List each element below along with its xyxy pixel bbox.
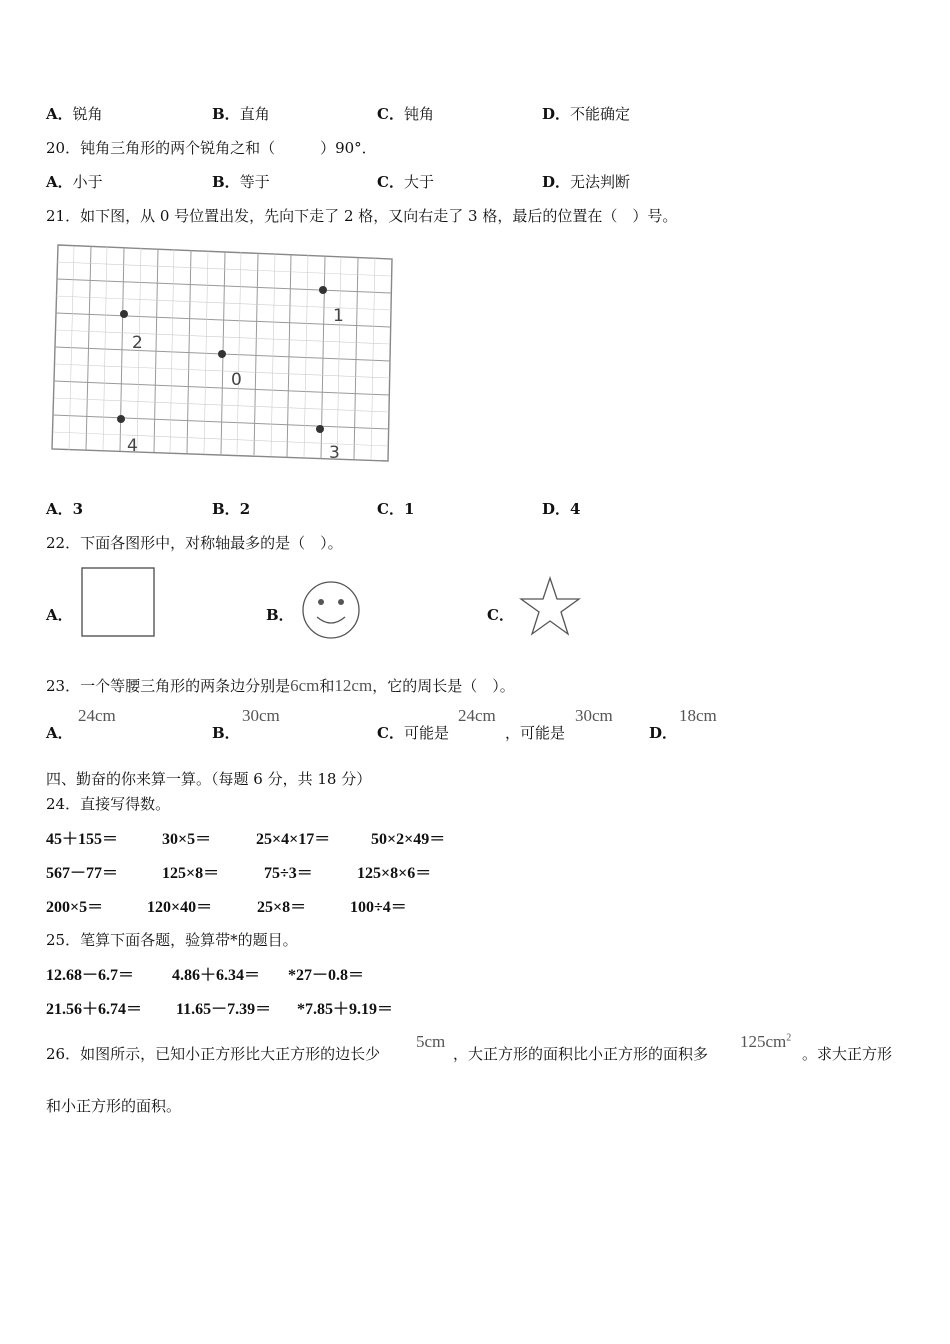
q23-option-a-letter: A． [46, 724, 73, 742]
point-4-label: 4 [127, 436, 138, 456]
q25-item: *27－0.8＝ [288, 967, 365, 984]
position-grid-figure [48, 243, 396, 463]
grid-svg [48, 243, 396, 463]
point-0-dot [218, 350, 226, 358]
q25-item: *7.85＋9.19＝ [297, 1001, 394, 1018]
q21-option-c: C．1 [377, 500, 415, 518]
q24-item: 567－77＝ [46, 865, 119, 882]
point-3-dot [316, 425, 324, 433]
point-1-label: 1 [333, 306, 344, 326]
q25-stem: 25．笔算下面各题，验算带*的题目。 [46, 931, 298, 949]
q24-item: 200×5＝ [46, 899, 104, 916]
q25-item: 4.86＋6.34＝ [172, 967, 261, 984]
q21-option-a: A．3 [46, 500, 84, 518]
q26-length-value: 5cm [416, 1032, 446, 1051]
q26-stem-part-4: 和小正方形的面积。 [46, 1097, 182, 1115]
q24-item: 25×4×17＝ [256, 831, 331, 848]
q24-item: 100÷4＝ [350, 899, 407, 916]
q19-option-c: C．钝角 [377, 105, 434, 123]
q26-stem-part-2: ，大正方形的面积比小正方形的面积多 [453, 1045, 709, 1063]
q24-item: 125×8×6＝ [357, 865, 432, 882]
q23-option-c-text-2: ，可能是 [505, 724, 566, 742]
q20-stem: 20．钝角三角形的两个锐角之和（ ）90°． [46, 139, 377, 157]
q24-item: 50×2×49＝ [371, 831, 446, 848]
q26-stem-part-3: 。求大正方形 [802, 1045, 893, 1063]
q19-option-a: A．锐角 [46, 105, 103, 123]
q23-option-c: C．可能是 [377, 724, 449, 742]
q23-stem: 23．一个等腰三角形的两条边分别是6cm和12cm，它的周长是（ ）。 [46, 676, 515, 695]
q25-item: 12.68－6.7＝ [46, 967, 135, 984]
q20-option-c: C．大于 [377, 173, 434, 191]
q21-stem: 21．如下图，从 0 号位置出发，先向下走了 2 格，又向右走了 3 格，最后的位置在（ ）号。 [46, 207, 678, 225]
q25-item: 11.65－7.39＝ [176, 1001, 272, 1018]
point-1-dot [319, 286, 327, 294]
point-2-label: 2 [132, 333, 143, 353]
q24-stem: 24．直接写得数。 [46, 795, 171, 813]
q23-option-c-value-2: 30cm [575, 706, 613, 725]
smiley-face-icon [300, 579, 362, 641]
q24-item: 30×5＝ [162, 831, 212, 848]
q26-area-value: $125cm^2$ [740, 1032, 792, 1051]
q20-option-a: A．小于 [46, 173, 103, 191]
point-0-label: 0 [231, 370, 242, 390]
star-icon [518, 575, 582, 639]
q20-option-b: B．等于 [212, 173, 270, 191]
q25-item: 21.56＋6.74＝ [46, 1001, 143, 1018]
q24-item: 45＋155＝ [46, 831, 119, 848]
q19-option-b: B．直角 [212, 105, 270, 123]
q20-option-d: D．无法判断 [542, 173, 631, 191]
q23-option-b-letter: B． [212, 724, 240, 742]
q26-stem-part-1: 26．如图所示，已知小正方形比大正方形的边长少 [46, 1045, 381, 1063]
q24-item: 25×8＝ [257, 899, 307, 916]
q19-option-d: D．不能确定 [542, 105, 631, 123]
q21-option-d: D．4 [542, 500, 581, 518]
q22-stem: 22．下面各图形中，对称轴最多的是（ ）。 [46, 534, 343, 552]
section-4-title: 四、勤奋的你来算一算。（每题 6 分，共 18 分） [46, 770, 372, 788]
q23-option-a-value: 24cm [78, 706, 116, 725]
q22-option-a-letter: A． [46, 606, 73, 624]
q22-option-b-letter: B． [266, 606, 294, 624]
q23-option-d-value: 18cm [679, 706, 717, 725]
q24-item: 125×8＝ [162, 865, 220, 882]
point-4-dot [117, 415, 125, 423]
q23-option-d-letter: D． [649, 724, 678, 742]
q23-option-b-value: 30cm [242, 706, 280, 725]
point-2-dot [120, 310, 128, 318]
q24-item: 75÷3＝ [264, 865, 313, 882]
q21-option-b: B．2 [212, 500, 251, 518]
q22-option-c-letter: C． [487, 606, 514, 624]
q23-option-c-value-1: 24cm [458, 706, 496, 725]
point-3-label: 3 [329, 443, 340, 463]
q24-item: 120×40＝ [147, 899, 213, 916]
square-icon [80, 566, 156, 638]
